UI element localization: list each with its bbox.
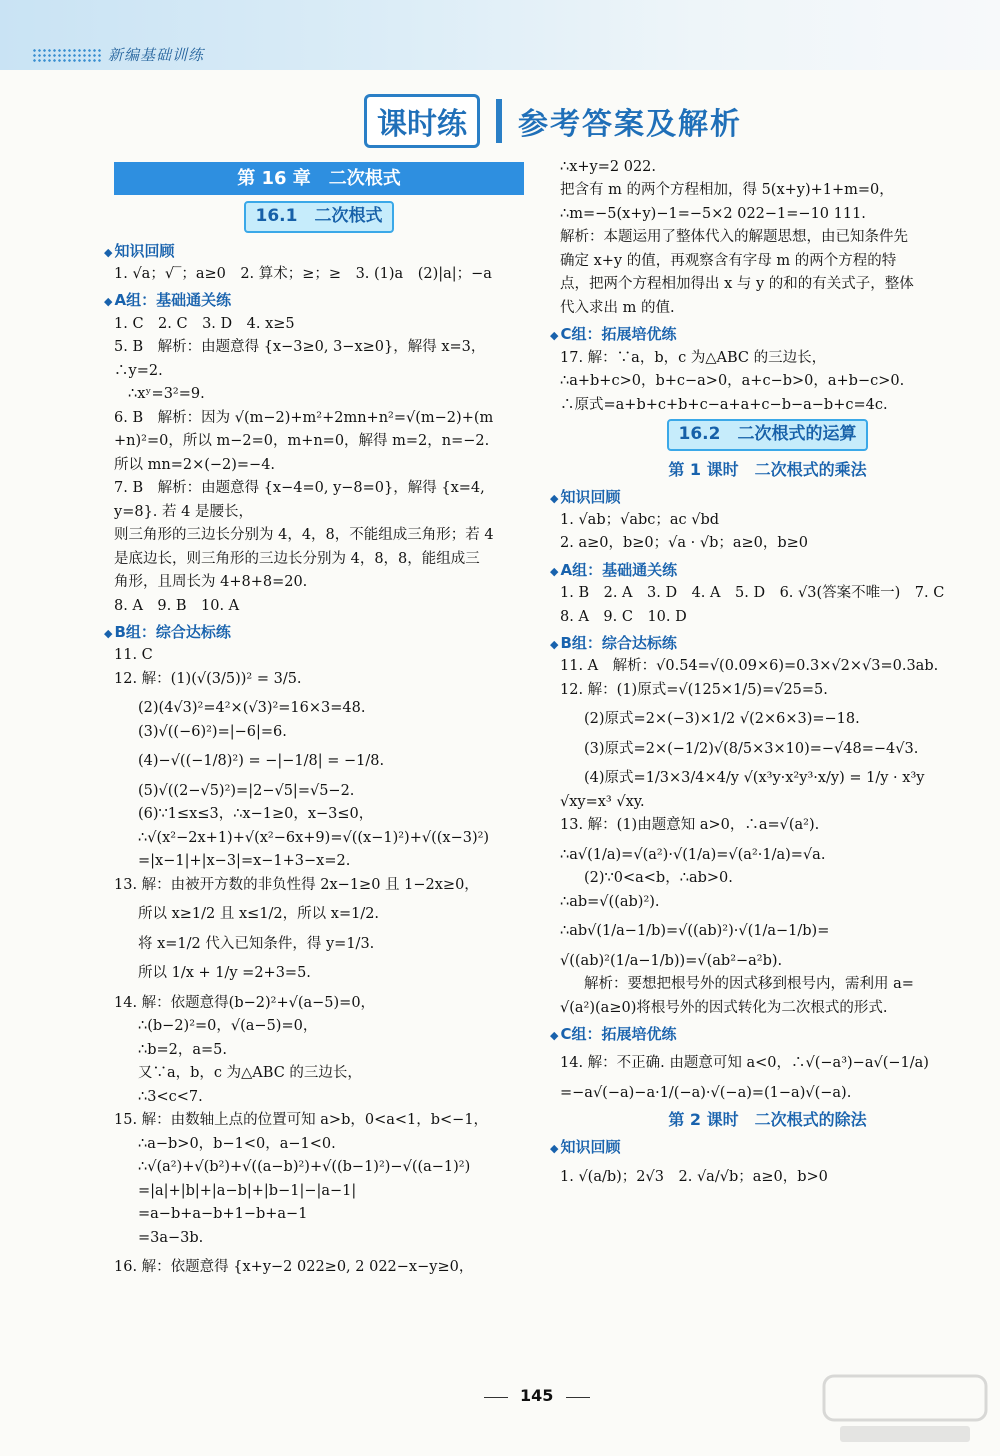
answer-line: √((ab)²(1/a−1/b))=√(ab²−a²b).	[560, 952, 783, 969]
answer-line: 8. A 9. C 10. D	[560, 608, 687, 625]
answer-line: 1. √ab；√abc；ac √bd	[560, 511, 720, 528]
answer-line: 1. √(a/b)；2√3 2. √a/√b；a≥0，b>0	[560, 1168, 828, 1185]
main-title-box: 课时练	[364, 94, 480, 148]
answer-line: 13. 解：由被开方数的非负性得 2x−1≥0 且 1−2x≥0，	[114, 876, 479, 893]
answer-line: ∴3<c<7.	[138, 1088, 203, 1105]
answer-line: 又∵a，b，c 为△ABC 的三边长，	[138, 1065, 362, 1082]
answer-line: 1. √a；√‾；a≥0 2. 算术；≥；≥ 3. (1)a (2)|a|；−a	[114, 265, 492, 282]
answer-line: ∴(b−2)²=0，√(a−5)=0，	[138, 1018, 318, 1035]
knowledge-review-heading: ◆ 知识回顾	[550, 485, 975, 509]
answer-line: 6. B 解析：因为 √(m−2)+m²+2mn+n²=√(m−2)+(m	[114, 409, 494, 426]
left-column	[114, 162, 524, 1279]
right-column	[560, 156, 975, 1189]
series-title: 新编基础训练	[108, 46, 205, 64]
lesson-heading: 第 2 课时 二次根式的除法	[668, 1110, 867, 1130]
header-dots-decoration	[32, 48, 102, 64]
analysis-line: √(a²)(a≥0)将根号外的因式转化为二次根式的形式.	[560, 999, 888, 1016]
answer-line: 12. 解：(1)(√(3/5))² = 3/5.	[114, 670, 302, 687]
answer-line: ∴a+b+c>0，b+c−a>0，a+c−b>0，a+b−c>0.	[560, 373, 905, 390]
page-number: 145	[520, 1386, 554, 1405]
analysis-line: 代入求出 m 的值.	[560, 299, 675, 316]
answer-line: 1. C 2. C 3. D 4. x≥5	[114, 315, 295, 332]
answer-line: (6)∵1≤x≤3，∴x−1≥0，x−3≤0，	[138, 806, 374, 823]
answer-line: (2)原式=2×(−3)×1/2 √(2×6×3)=−18.	[584, 711, 860, 728]
answer-line: =|x−1|+|x−3|=x−1+3−x=2.	[138, 853, 351, 870]
answer-line: ∴b=2，a=5.	[138, 1041, 228, 1058]
answer-line: (3)√((−6)²)=|−6|=6.	[138, 723, 287, 740]
main-title	[364, 98, 742, 144]
analysis-line: 点，把两个方程相加得出 x 与 y 的和的有关式子，整体	[560, 276, 914, 293]
answer-line: 所以 mn=2×(−2)=−4.	[114, 456, 276, 473]
knowledge-review-heading: ◆ 知识回顾	[550, 1135, 975, 1159]
page-number-dash-left	[484, 1397, 508, 1398]
analysis-line: 解析：要想把根号外的因式移到根号内，需利用 a=	[584, 976, 914, 993]
group-c-heading: ◆ C组：拓展培优练	[550, 1022, 975, 1046]
watermark-logo	[820, 1368, 990, 1448]
answer-line: 把含有 m 的两个方程相加，得 5(x+y)+1+m=0，	[560, 182, 894, 199]
answer-line: 2. a≥0，b≥0；√a · √b；a≥0，b≥0	[560, 535, 809, 552]
answer-line: ∴a−b>0，b−1<0，a−1<0.	[138, 1135, 336, 1152]
answer-line: ∴a√(1/a)=√(a²)·√(1/a)=√(a²·1/a)=√a.	[560, 846, 826, 863]
answer-line: 8. A 9. B 10. A	[114, 597, 240, 614]
answer-line: ∴xʸ=3²=9.	[128, 386, 205, 403]
lesson-heading: 第 1 课时 二次根式的乘法	[668, 459, 867, 479]
answer-line: 12. 解：(1)原式=√(125×1/5)=√25=5.	[560, 681, 828, 698]
answer-line: 则三角形的三边长分别为 4，4，8，不能组成三角形；若 4	[114, 527, 494, 544]
answer-line: 1. B 2. A 3. D 4. A 5. D 6. √3(答案不唯一) 7. C	[560, 585, 945, 602]
answer-line: 是底边长，则三角形的三边长分别为 4，8，8，能组成三	[114, 550, 480, 567]
answer-line: ∴原式=a+b+c+b+c−a+a+c−b−a−b+c=4c.	[560, 396, 888, 413]
answer-line: ∴x+y=2 022.	[560, 159, 657, 175]
chapter-heading: 第 16 章 二次根式	[114, 162, 524, 195]
answer-line: ∴ab√(1/a−1/b)=√((ab)²)·√(1/a−1/b)=	[560, 923, 830, 940]
group-c-heading: ◆ C组：拓展培优练	[550, 322, 975, 346]
answer-line: (4)−√((−1/8)²) = −|−1/8| = −1/8.	[138, 753, 385, 770]
group-a-heading: ◆ A组：基础通关练	[550, 558, 975, 582]
answer-line: 所以 1/x + 1/y =2+3=5.	[138, 965, 311, 982]
analysis-line: 确定 x+y 的值，再观察含有字母 m 的两个方程的特	[560, 252, 897, 269]
main-title-text: 参考答案及解析	[518, 107, 742, 142]
section-heading: 16.2 二次根式的运算	[667, 419, 869, 451]
answer-line: (2)(4√3)²=4²×(√3)²=16×3=48.	[138, 700, 366, 717]
answer-line: 7. B 解析：由题意得 {x−4=0, y−8=0}，解得 {x=4, y=8}. 若 4 是腰长，	[114, 480, 490, 520]
answer-line: 11. C	[114, 647, 153, 664]
section-heading: 16.1 二次根式	[244, 201, 395, 233]
knowledge-review-heading: ◆ 知识回顾	[104, 239, 524, 263]
group-a-heading: ◆ A组：基础通关练	[104, 288, 524, 312]
answer-line: ∴m=−5(x+y)−1=−5×2 022−1=−10 111.	[560, 205, 866, 222]
answer-line: (4)原式=1/3×3/4×4/y √(x³y·x²y³·x/y) = 1/y · x³y	[584, 770, 925, 787]
answer-line: ∴√(x²−2x+1)+√(x²−6x+9)=√((x−1)²)+√((x−3)²)	[138, 829, 490, 846]
answer-line: 17. 解：∵a，b，c 为△ABC 的三边长，	[560, 349, 827, 366]
answer-line: 13. 解：(1)由题意知 a>0，∴a=√(a²).	[560, 817, 820, 834]
answer-line: (3)原式=2×(−1/2)√(8/5×3×10)=−√48=−4√3.	[584, 740, 919, 757]
answer-line: 所以 x≥1/2 且 x≤1/2，所以 x=1/2.	[138, 906, 380, 923]
answer-line: ∴√(a²)+√(b²)+√((a−b)²)+√((b−1)²)−√((a−1)²)	[138, 1159, 471, 1176]
answer-line: =−a√(−a)−a·1/(−a)·√(−a)=(1−a)√(−a).	[560, 1084, 852, 1101]
answer-line: 11. A 解析：√0.54=√(0.09×6)=0.3×√2×√3=0.3ab.	[560, 658, 939, 675]
answer-line: 14. 解：依题意得(b−2)²+√(a−5)=0，	[114, 994, 376, 1011]
answer-line: 15. 解：由数轴上点的位置可知 a>b，0<a<1，b<−1，	[114, 1112, 489, 1129]
answer-line: (2)∵0<a<b，∴ab>0.	[584, 870, 733, 887]
answer-line: 16. 解：依题意得 {x+y−2 022≥0, 2 022−x−y≥0，	[114, 1258, 474, 1275]
answer-line: =|a|+|b|+|a−b|+|b−1|−|a−1|	[138, 1182, 357, 1199]
answer-line: =3a−3b.	[138, 1229, 204, 1246]
answer-line: (5)√((2−√5)²)=|2−√5|=√5−2.	[138, 782, 355, 799]
group-b-heading: ◆ B组：综合达标练	[104, 620, 524, 644]
analysis-line: 解析：本题运用了整体代入的解题思想，由已知条件先	[560, 229, 908, 246]
answer-line: +n)²=0，所以 m−2=0，m+n=0，解得 m=2，n=−2.	[114, 433, 490, 450]
answer-line: √xy=x³ √xy.	[560, 793, 645, 810]
answer-line: =a−b+a−b+1−b+a−1	[138, 1206, 308, 1223]
answer-line: 5. B 解析：由题意得 {x−3≥0, 3−x≥0}，解得 x=3，∴y=2.	[114, 339, 486, 379]
group-b-heading: ◆ B组：综合达标练	[550, 631, 975, 655]
answer-line: ∴ab=√((ab)²).	[560, 893, 660, 910]
answer-line: 角形，且周长为 4+8+8=20.	[114, 574, 308, 591]
answer-line: 14. 解：不正确. 由题意可知 a<0，∴√(−a³)−a√(−1/a)	[560, 1055, 929, 1072]
answer-line: 将 x=1/2 代入已知条件，得 y=1/3.	[138, 935, 375, 952]
page-number-dash-right	[566, 1397, 590, 1398]
title-separator	[496, 99, 502, 143]
